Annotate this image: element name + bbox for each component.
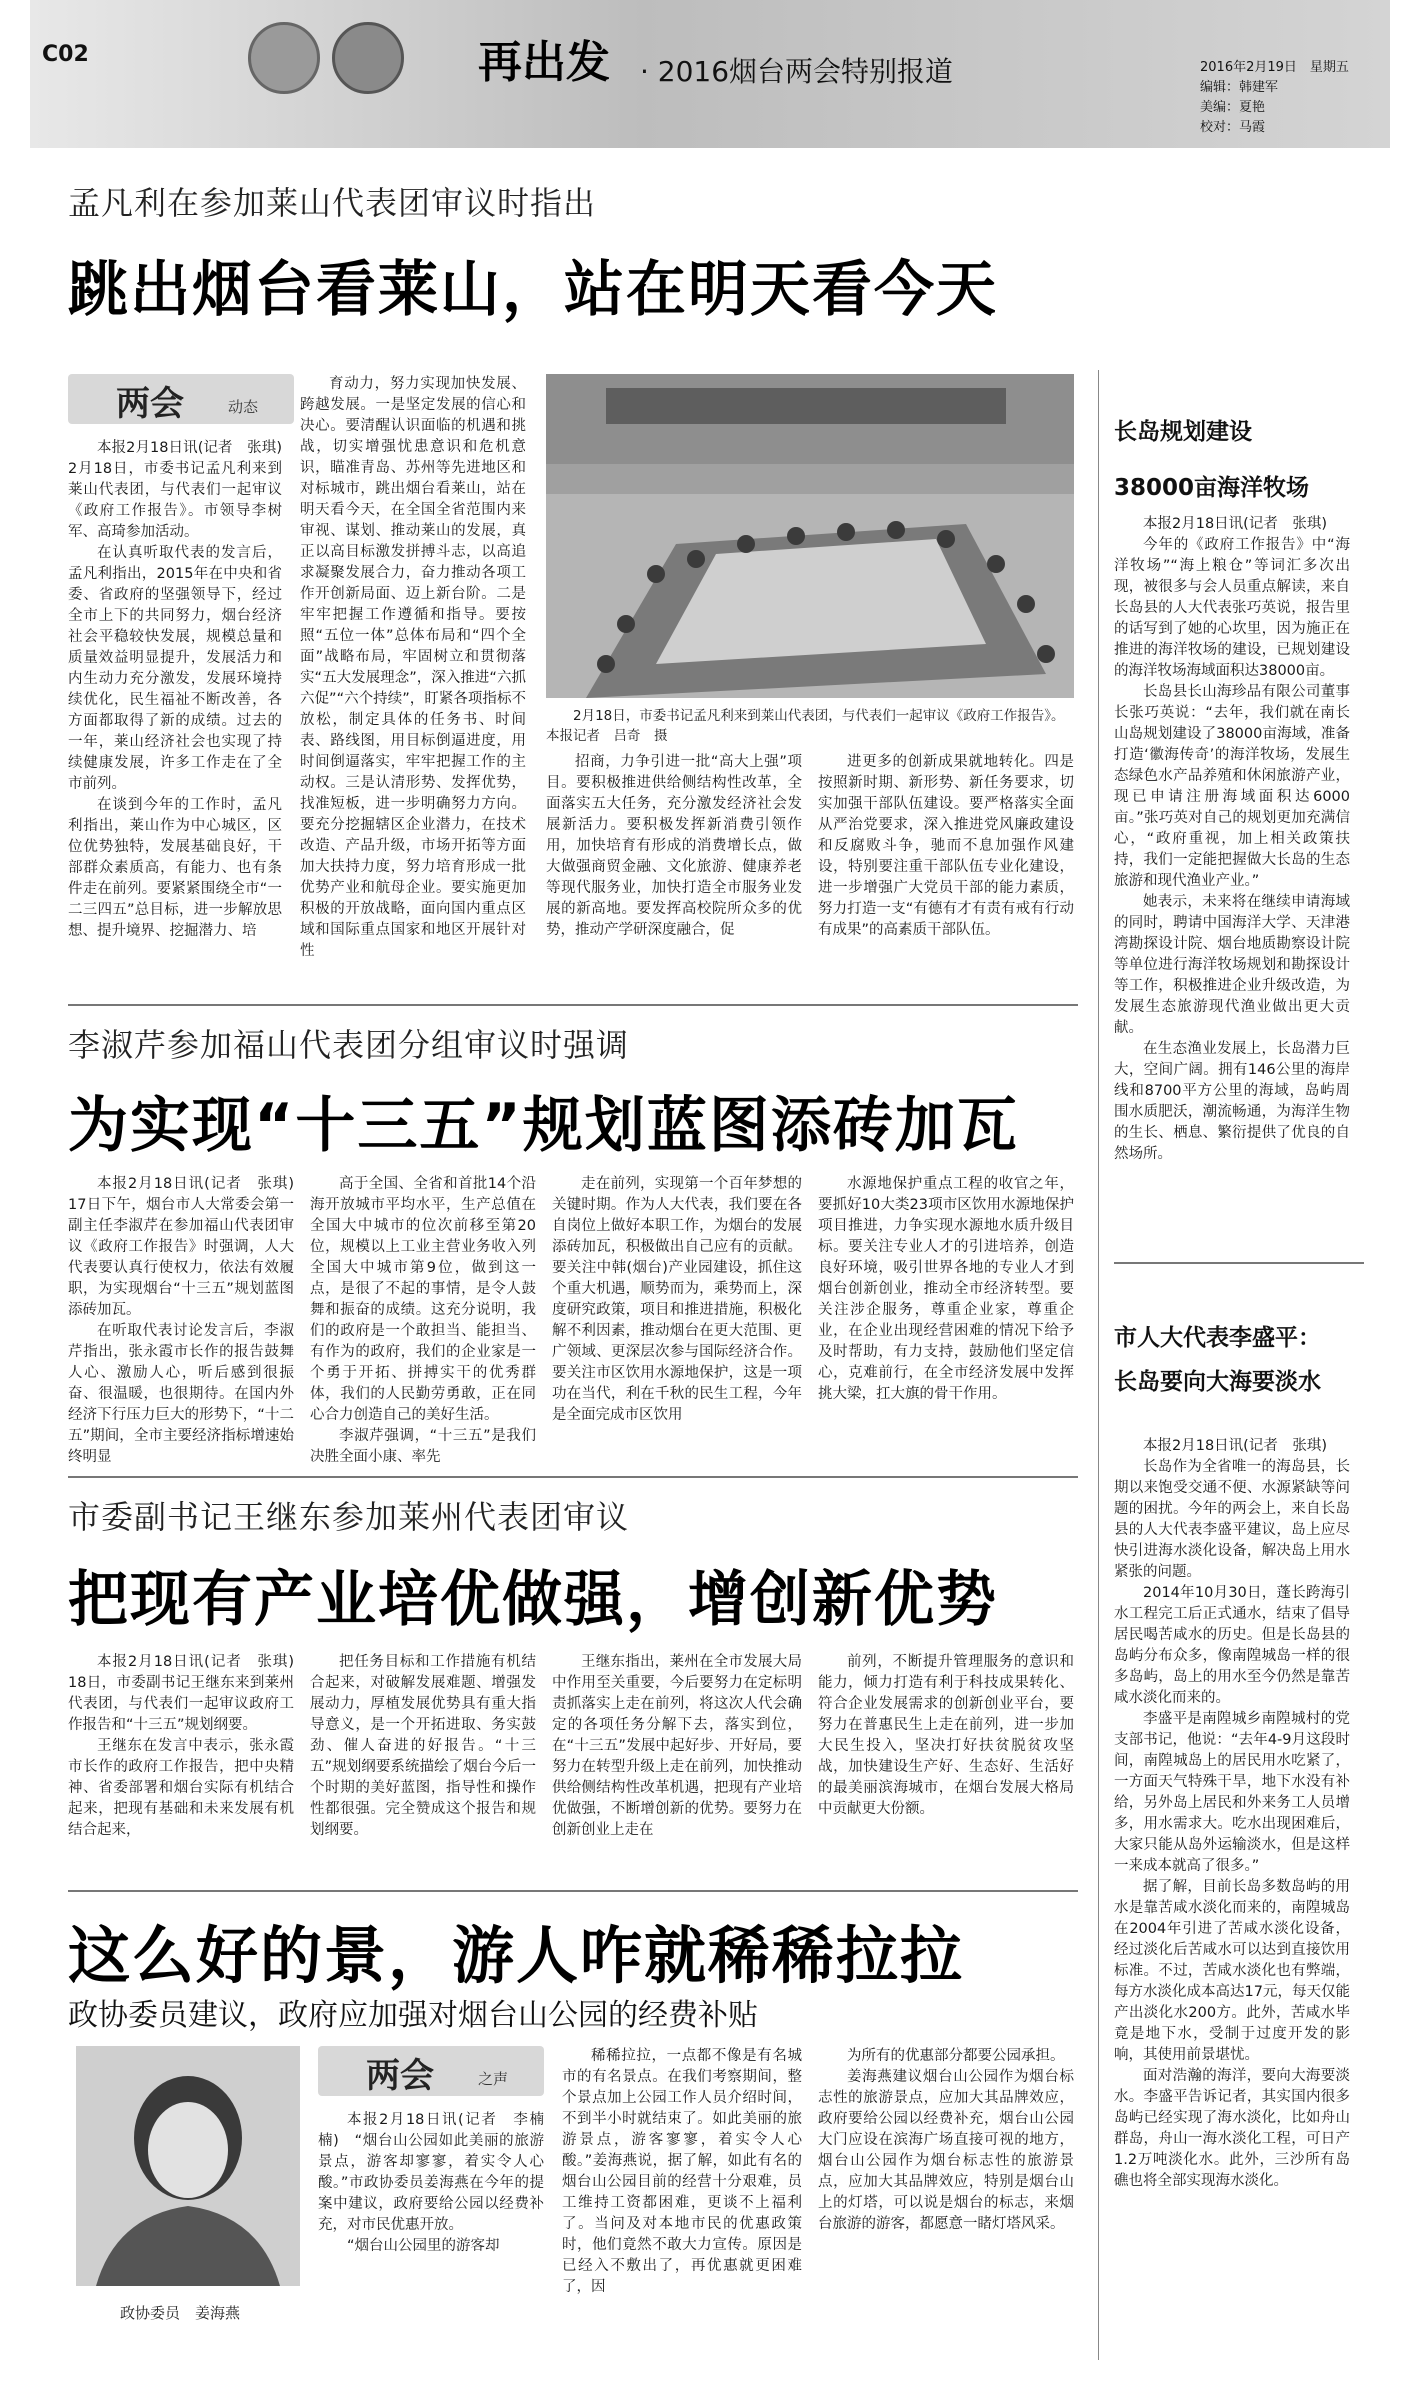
paragraph: 本报2月18日讯(记者 张琪) bbox=[1143, 1438, 1327, 1454]
paragraph: 稀稀拉拉，一点都不像是有名城市的有名景点。在我们考察期间，整个景点加上公园工作人员介绍时间，不到半小时就结束了。如此美丽的旅游景点，游客寥寥，着实令人心酸。”姜海燕说，据了解，如此有名的烟台山公园目前的经营十分艰难，员工维持工资都困难，更谈不上福利了。当问及对本地市民的优惠政策时，他们竟然不敢大力宣传。原因是已经入不敷出了，再优惠就更困难了，因 bbox=[562, 2048, 802, 2295]
paragraph: 招商，力争引进一批“高大上强”项目。要积极推进供给侧结构性改革，全面落实五大任务，充分激发经济社会发展新活力。要积极发挥新消费引领作用，加快培育有形成的消费增长点，做大做强商贸金融、文化旅游、健康养老等现代服务业，加快打造全市服务业发展的新高地。要发挥高校院所众多的优势，推动产学研深度融合，促 bbox=[546, 754, 802, 938]
paragraph: 本报2月18日讯(记者 李楠楠) “烟台山公园如此美丽的旅游景点，游客却寥寥，着实令人心酸。”市政协委员姜海燕在今年的提案中建议，政府要给公园以经费补充，对市民优惠开放。 bbox=[318, 2112, 544, 2233]
article3-headline: 把现有产业培优做强，增创新优势 bbox=[68, 1565, 998, 1635]
paragraph: 本报2月18日讯(记者 张琪) 18日，市委副书记王继东来到莱州代表团，与代表们一起审议政府工作报告和“十三五”规划纲要。 bbox=[68, 1654, 309, 1733]
paragraph: 在谈到今年的工作时，孟凡利指出，莱山作为中心城区，区位优势独特，发展基础良好，干部群众素质高，有能力、也有条件走在前列。要紧紧围绕全市“一二三四五”总目标，进一步解放思想、提升境界、挖掘潜力、培 bbox=[68, 797, 282, 939]
section-subtitle: · 2016烟台两会特别报道 bbox=[640, 55, 954, 88]
paragraph: 李淑芹强调，“十三五”是我们决胜全面小康、率先 bbox=[310, 1428, 536, 1465]
sidebar2-title bbox=[1114, 1320, 1321, 1400]
paragraph: 长岛县长山海珍品有限公司董事长张巧英说：“去年，我们就在南长山岛规划建设了38000亩海域，准备打造‘徽海传奇’的海洋牧场，发展生态绿色水产品养殖和休闲旅游产业，现已申请注册海域面积达6000亩。”张巧英对自己的规划更加充满信心，“政府重视，加上相关政策扶持，我们一定能把握做大长岛的生态旅游和现代渔业产业。” bbox=[1114, 684, 1350, 889]
paragraph: 姜海燕建议烟台山公园作为烟台标志性的旅游景点，应加大其品牌效应，政府要给公园以经费补充，烟台山公园大门应设在滨海广场直接可视的地方，烟台山公园作为烟台标志性的旅游景点，应加大其品牌效应，特别是烟台山上的灯塔，可以说是烟台的标志，来烟台旅游的游客，都愿意一睹灯塔风采。 bbox=[818, 2069, 1074, 2232]
article-divider bbox=[68, 1890, 1078, 1892]
article1-column-3 bbox=[546, 752, 802, 988]
article3-kicker: 市委副书记王继东参加莱州代表团审议 bbox=[68, 1498, 630, 1536]
article2-column-2 bbox=[310, 1174, 536, 1465]
paragraph: “烟台山公园里的游客却 bbox=[347, 2238, 500, 2254]
article2-column-4 bbox=[818, 1174, 1074, 1462]
delegate-portrait-illustration bbox=[76, 2046, 300, 2286]
photo-caption: 2月18日，市委书记孟凡利来到莱山代表团，与代表们一起审议《政府工作报告》。 本报记者 吕奇 摄 bbox=[546, 708, 1072, 744]
article3-column-2 bbox=[310, 1652, 536, 1874]
paragraph: 王继东在发言中表示，张永霞市长作的政府工作报告，把中央精神、省委部署和烟台实际有机结合起来，把现有基础和未来发展有机结合起来， bbox=[68, 1738, 294, 1838]
badge-main: 两会 bbox=[366, 2056, 434, 2096]
designer-credit: 美编：夏艳 bbox=[1200, 100, 1266, 115]
meeting-photo bbox=[546, 374, 1074, 698]
sidebar1-title-line1: 长岛规划建设 bbox=[1114, 419, 1252, 445]
paragraph: 今年的《政府工作报告》中“海洋牧场”“海上粮仓”等词汇多次出现，被很多与会人员重点解读，来自长岛县的人大代表张巧英说，报告里的话写到了她的心坎里，因为施正在推进的海洋牧场的建设，已规划建设的海洋牧场海域面积达38000亩。 bbox=[1114, 537, 1350, 679]
article-divider bbox=[68, 1476, 1078, 1478]
delegate-photo-caption: 政协委员 姜海燕 bbox=[120, 2304, 241, 2322]
article2-kicker: 李淑芹参加福山代表团分组审议时强调 bbox=[68, 1026, 630, 1064]
article4-column-2 bbox=[318, 2110, 544, 2342]
article1-column-2 bbox=[300, 374, 526, 988]
sidebar1-title bbox=[1114, 414, 1309, 506]
paragraph: 在听取代表讨论发言后，李淑芹指出，张永霞市长作的报告鼓舞人心、激励人心，听后感到很振奋、很温暖，也很期待。在国内外经济下行压力巨大的形势下，“十二五”期间，全市主要经济指标增速始终明显 bbox=[68, 1323, 294, 1465]
paragraph: 2014年10月30日，蓬长跨海引水工程完工后正式通水，结束了倡导居民喝苦咸水的历史。但是长岛县的岛屿分布众多，像南隍城岛一样的很多岛屿，岛上的用水至今仍然是靠苦咸水淡化而来的。 bbox=[1114, 1585, 1350, 1706]
sidebar1-body bbox=[1114, 514, 1350, 1236]
paragraph: 本报2月18日讯(记者 张琪) 2月18日，市委书记孟凡利来到莱山代表团，与代表们一起审议《政府工作报告》。市领导李树军、高琦参加活动。 bbox=[68, 440, 297, 540]
badge-main: 两会 bbox=[116, 384, 184, 424]
article1-kicker: 孟凡利在参加莱山代表团审议时指出 bbox=[68, 184, 597, 222]
section-title: 再出发 bbox=[478, 37, 610, 88]
article2-column-1 bbox=[68, 1174, 309, 1465]
article4-subheadline: 政协委员建议，政府应加强对烟台山公园的经费补贴 bbox=[68, 1998, 758, 2033]
sidebar2-title-line2: 长岛要向大海要淡水 bbox=[1114, 1369, 1321, 1395]
article1-column-1 bbox=[68, 438, 297, 988]
sidebar2-title-line1: 市人大代表李盛平： bbox=[1114, 1325, 1321, 1351]
article2-headline: 为实现“十三五”规划蓝图添砖加瓦 bbox=[68, 1091, 1019, 1161]
paragraph: 本报2月18日讯(记者 张琪) bbox=[1143, 516, 1327, 532]
paragraph: 走在前列，实现第一个百年梦想的关键时期。作为人大代表，我们要在各自岗位上做好本职工作，为烟台的发展添砖加瓦，积极做出自己应有的贡献。要关注中韩(烟台)产业园建设，抓住这个重大机遇，顺势而为，乘势而上，深度研究政策，项目和推进措施，积极化解不利因素，推动烟台在更大范围、更广领域、更深层次参与国际经济合作。要关注市区饮用水源地保护，这是一项功在当代，利在千秋的民生工程，今年是全面完成市区饮用 bbox=[552, 1176, 802, 1423]
paragraph: 本报2月18日讯(记者 张琪) 17日下午，烟台市人大常委会第一副主任李淑芹在参加福山代表团审议《政府工作报告》时强调，人大代表要认真行使权力，依法有效履职，为实现烟台“十三五”规划蓝图添砖加瓦。 bbox=[68, 1176, 309, 1318]
voice-badge bbox=[318, 2046, 544, 2096]
paragraph: 面对浩瀚的海洋，要向大海要淡水。李盛平告诉记者，其实国内很多岛屿已经实现了海水淡化，比如舟山群岛，舟山一海水淡化工程，可日产1.2万吨淡化水。此外，三沙所有岛礁也将全部实现海水淡化。 bbox=[1114, 2068, 1350, 2189]
article4-headline: 这么好的景，游人咋就稀稀拉拉 bbox=[68, 1919, 965, 1992]
badge-sub: 之声 bbox=[478, 2070, 509, 2088]
editor-credit: 编辑：韩建军 bbox=[1200, 80, 1279, 95]
proofreader-credit: 校对：马霞 bbox=[1200, 120, 1266, 135]
paragraph: 进更多的创新成果就地转化。四是按照新时期、新形势、新任务要求，切实加强干部队伍建设。要严格落实全面从严治党要求，深入推进党风廉政建设和反腐败斗争，驰而不息加强作风建设，特别要注重干部队伍专业化建设，进一步增强广大党员干部的能力素质，努力打造一支“有德有才有责有戒有行动有成果”的高素质干部队伍。 bbox=[818, 754, 1074, 938]
cppcc-emblem-icon bbox=[332, 22, 404, 94]
sidebar2-body bbox=[1114, 1436, 1350, 2342]
article4-column-4 bbox=[818, 2046, 1074, 2342]
sidebar1-title-line2: 38000亩海洋牧场 bbox=[1114, 475, 1310, 501]
article3-column-4 bbox=[818, 1652, 1074, 1874]
news-badge bbox=[68, 374, 294, 424]
sidebar-divider bbox=[1098, 370, 1099, 2360]
paragraph: 为所有的优惠部分都要公园承担。 bbox=[847, 2048, 1065, 2064]
badge-sub: 动态 bbox=[228, 398, 259, 416]
paragraph: 高于全国、全省和首批14个沿海开放城市平均水平，生产总值在全国大中城市的位次前移至第20位，规模以上工业主营业务收入列全国大中城市第9位，做到这一点，是很了不起的事情，是令人鼓舞和振奋的成绩。这充分说明，我们的政府是一个敢担当、能担当、有作为的政府，我们的企业家是一个勇于开拓、拼搏实干的优秀群体，我们的人民勤劳勇敢，正在同心合力创造自己的美好生活。 bbox=[310, 1176, 536, 1423]
paragraph: 她表示，未来将在继续申请海域的同时，聘请中国海洋大学、天津港湾勘探设计院、烟台地质勘察设计院等单位进行海洋牧场规划和勘探设计等工作，积极推进企业升级改造，为发展生态旅游现代渔业做出更大贡献。 bbox=[1114, 894, 1350, 1036]
paragraph: 育动力，努力实现加快发展、跨越发展。一是坚定发展的信心和决心。要清醒认识面临的机遇和挑战，切实增强忧患意识和危机意识，瞄准青岛、苏州等先进地区和对标城市，跳出烟台看莱山，站在明天看今天，在全国全省范围内来审视、谋划、推动莱山的发展，真正以高目标激发拼搏斗志，以高追求凝聚发展合力，奋力推动各项工作开创新局面、迈上新台阶。二是牢牢把握工作遵循和指导。要按照“五位一体”总体布局和“四个全面”战略布局，牢固树立和贯彻落实“五大发展理念”，深入推进“六抓六促”“六个持续”，盯紧各项指标不放松，制定具体的任务书、时间表、路线图，用目标倒逼进度，用时间倒逼落实，牢牢把握工作的主动权。三是认清形势、发挥优势，找准短板，进一步明确努力方向。要充分挖掘辖区企业潜力，在技术改造、产品升级，市场开拓等方面加大扶持力度，努力培育形成一批优势产业和航母企业。要实施更加积极的开放战略，面向国内重点区域和国际重点国家和地区开展针对性 bbox=[300, 376, 526, 959]
delegate-photo bbox=[76, 2046, 300, 2286]
page-number: C02 bbox=[42, 42, 89, 67]
article4-column-3 bbox=[562, 2046, 802, 2342]
sidebar-divider-line bbox=[1114, 1262, 1364, 1264]
article3-column-1 bbox=[68, 1652, 309, 1874]
meeting-photo-illustration bbox=[546, 374, 1074, 698]
paragraph: 水源地保护重点工程的收官之年，要抓好10大类23项市区饮用水源地保护项目推进，力争实现水源地水质升级目标。要关注专业人才的引进培养，创造良好环境，吸引世界各地的专业人才到烟台创新创业，推动全市经济转型。要关注涉企服务，尊重企业家，尊重企业，在企业出现经营困难的情况下给予及时帮助，有力支持，鼓励他们坚定信心，克难前行，在全市经济发展中发挥挑大梁，扛大旗的骨干作用。 bbox=[818, 1176, 1074, 1402]
paragraph: 在生态渔业发展上，长岛潜力巨大，空间广阔。拥有146公里的海岸线和8700平方公里的海域，岛屿周围水质肥沃，潮流畅通，为海洋生物的生长、栖息、繁衍提供了优良的自然场所。 bbox=[1114, 1041, 1350, 1162]
issue-date: 2016年2月19日 星期五 bbox=[1200, 60, 1349, 75]
paragraph: 李盛平是南隍城乡南隍城村的党支部书记，他说：“去年4-9月这段时间，南隍城岛上的居民用水吃紧了，一方面天气特殊干旱，地下水没有补给，另外岛上居民和外来务工人员增多，用水需求大。吃水出现困难后，大家只能从岛外运输淡水，但是这样一来成本就高了很多。” bbox=[1114, 1711, 1350, 1874]
paragraph: 把任务目标和工作措施有机结合起来，对破解发展难题、增强发展动力，厚植发展优势具有重大指导意义，是一个开拓进取、务实鼓劲、催人奋进的好报告。“十三五”规划纲要系统描绘了烟台今后一个时期的美好蓝图，指导性和操作性都很强。完全赞成这个报告和规划纲要。 bbox=[310, 1654, 536, 1838]
article3-column-3 bbox=[552, 1652, 802, 1874]
paragraph: 王继东指出，莱州在全市发展大局中作用至关重要，今后要努力在定标明责抓落实上走在前列，将这次人代会确定的各项任务分解下去，落实到位，在“十三五”发展中起好步、开好局，要努力在转型升级上走在前列，加快推动供给侧结构性改革机遇，把现有产业培优做强，不断增创新的优势。要努力在创新创业上走在 bbox=[552, 1654, 802, 1838]
paragraph: 前列，不断提升管理服务的意识和能力，倾力打造有利于科技成果转化、符合企业发展需求的创新创业平台，要努力在普惠民生上走在前列，进一步加大民生投入，坚决打好扶贫脱贫攻坚战，加快建设生产好、生态好、生活好的最美丽滨海城市，在烟台发展大格局中贡献更大份额。 bbox=[818, 1654, 1074, 1817]
article-divider bbox=[68, 1004, 1078, 1006]
article2-column-3 bbox=[552, 1174, 802, 1462]
article1-headline: 跳出烟台看莱山，站在明天看今天 bbox=[68, 255, 998, 325]
paragraph: 在认真听取代表的发言后，孟凡利指出，2015年在中央和省委、省政府的坚强领导下，经过全市上下的共同努力，烟台经济社会平稳较快发展，规模总量和质量效益明显提升，发展活力和内生动力充分激发，发展环境持续优化，民生福祉不断改善，各方面都取得了新的成绩。过去的一年，莱山经济社会也实现了持续健康发展，许多工作走在了全市前列。 bbox=[68, 545, 282, 792]
national-emblem-icon bbox=[248, 22, 320, 94]
article1-column-4 bbox=[818, 752, 1074, 988]
paragraph: 长岛作为全省唯一的海岛县，长期以来饱受交通不便、水源紧缺等问题的困扰。今年的两会上，来自长岛县的人大代表李盛平建议，岛上应尽快引进海水淡化设备，解决岛上用水紧张的问题。 bbox=[1114, 1459, 1350, 1580]
paragraph: 据了解，目前长岛多数岛屿的用水是靠苦咸水淡化而来的，南隍城岛在2004年引进了苦咸水淡化设备，经过淡化后苦咸水可以达到直接饮用标准。不过，苦咸水淡化也有弊端，每方水淡化成本高达17元，每天仅能产出淡化水200方。此外，苦咸水毕竟是地下水，受制于过度开发的影响，其使用前景堪忧。 bbox=[1114, 1879, 1350, 2063]
